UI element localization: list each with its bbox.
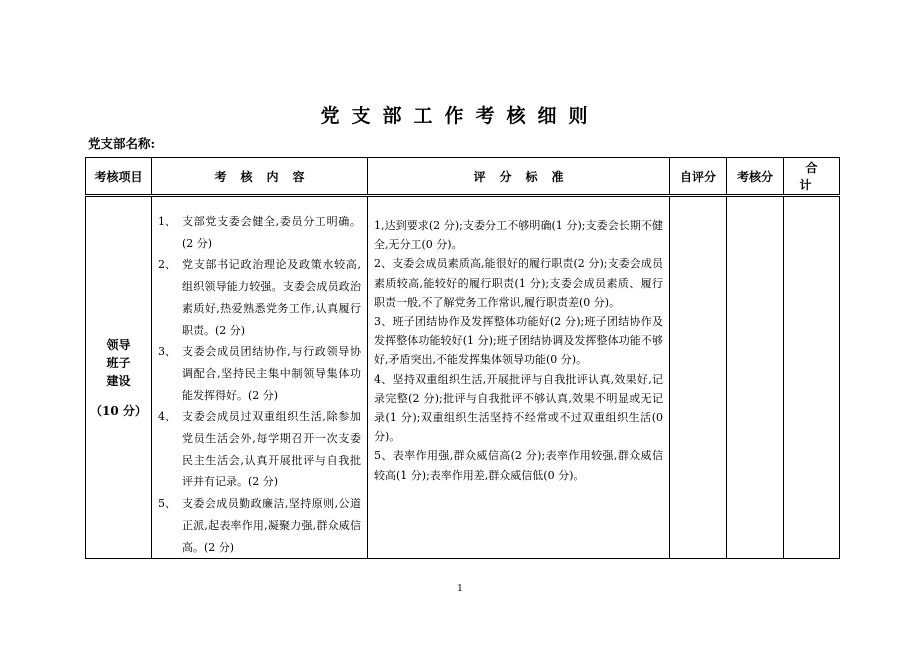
assessment-table [85, 157, 840, 559]
content-list [158, 211, 361, 558]
header-review-score: 考核分 [727, 158, 784, 196]
review-score-cell[interactable] [727, 196, 784, 559]
content-item: 1、 支部党支委会健全,委员分工明确。(2 分) [158, 215, 361, 250]
item-cell [86, 196, 152, 559]
page-number: 1 [457, 584, 463, 594]
content-item: 4、 支委会成员过双重组织生活,除参加党员生活会外,每学期召开一次支委民主生活会,认真开展批评与自我批评并有记录。(2 分) [158, 410, 361, 489]
content-item: 5、 支委会成员勤政廉洁,坚持原则,公道正派,起表率作用,凝聚力强,群众威信高。(2 分) [158, 497, 361, 554]
criteria-item: 1,达到要求(2 分);支委分工不够明确(1 分);支委会长期不健全,无分工(0 分)。 [374, 219, 663, 252]
criteria-item: 4、坚持双重组织生活,开展批评与自我批评认真,效果好,记录完整(2 分);批评与自我批评不够认真,效果不明显或无记录(1 分);双重组织生活坚持不经常或不过双重组织生活(0 分)。 [374, 372, 663, 444]
content-cell [152, 196, 368, 559]
item-score: （10 分） [90, 403, 147, 418]
header-criteria: 评分标准 [368, 158, 670, 196]
header-total: 合计 [784, 158, 840, 196]
content-item: 2、 党支部书记政治理论及政策水较高,组织领导能力较强。支委会成员政治素质好,热爱熟悉党务工作,认真履行职责。(2 分) [158, 258, 361, 337]
criteria-item: 3、班子团结协作及发挥整体功能好(2 分);班子团结协作及发挥整体功能较好(1 分);班子团结协调及发挥整体功能不够好,矛盾突出,不能发挥集体领导功能(0 分)。 [374, 315, 663, 367]
criteria-item: 2、支委会成员素质高,能很好的履行职责(2 分);支委会成员素质较高,能较好的履行职责(1 分);支委会成员素质、履行职责一般,不了解党务工作常识,履行职责差(0 分)。 [374, 257, 663, 309]
content-item: 3、 支委会成员团结协作,与行政领导协调配合,坚持民主集中制领导集体功能发挥得好。(2 分) [158, 345, 361, 402]
item-name-line: 领导 [106, 337, 131, 352]
header-content: 考核内容 [152, 158, 368, 196]
criteria-item: 5、表率作用强,群众威信高(2 分);表率作用较强,群众威信较高(1 分);表率作用差,群众威信低(0 分)。 [374, 449, 663, 482]
self-score-cell[interactable] [670, 196, 727, 559]
total-cell[interactable] [784, 196, 840, 559]
criteria-cell [368, 196, 670, 559]
page-title: 党支部工作考核细则 [320, 105, 600, 127]
item-name-line: 建设 [106, 373, 131, 388]
item-name-line: 班子 [106, 355, 131, 370]
table-header-row [86, 158, 840, 196]
table-row [86, 196, 840, 559]
branch-name-label: 党支部名称: [88, 136, 156, 151]
header-item: 考核项目 [86, 158, 152, 196]
header-self-score: 自评分 [670, 158, 727, 196]
